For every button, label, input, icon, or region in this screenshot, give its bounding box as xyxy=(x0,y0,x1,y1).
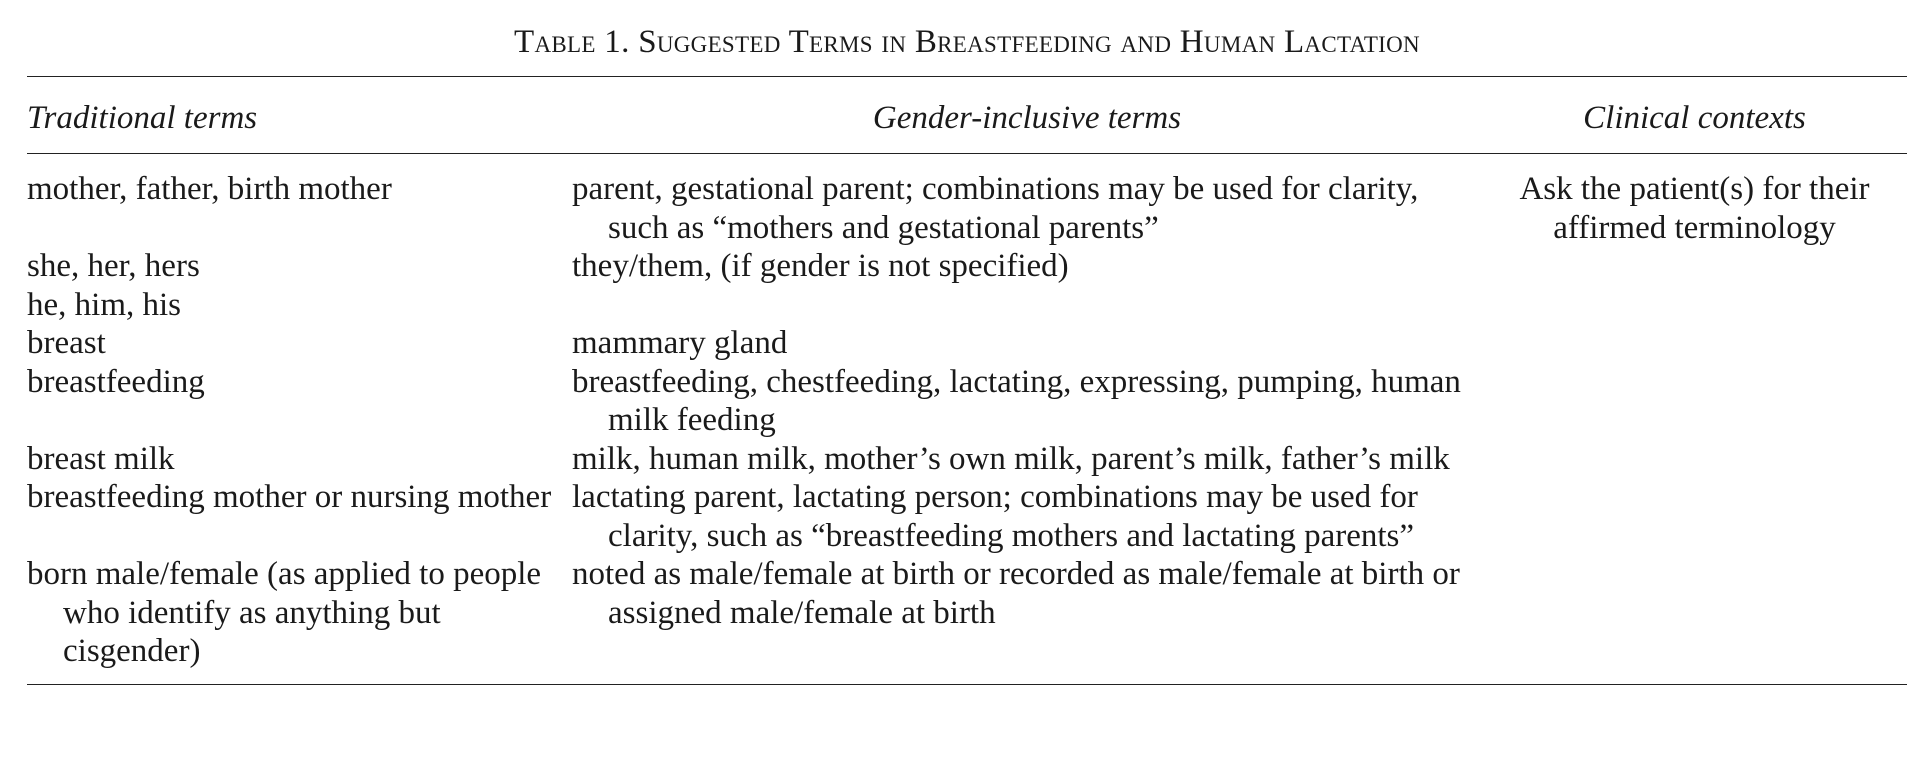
table-container xyxy=(27,0,1907,685)
traditional-term: breast xyxy=(27,325,106,361)
table-row xyxy=(27,154,1907,248)
traditional-term: mother, father, birth mother xyxy=(27,171,392,207)
traditional-term: born male/female (as applied to people who identify as anything but cisgender) xyxy=(27,556,542,669)
traditional-term: breast milk xyxy=(27,440,175,477)
inclusive-term: they/them, (if gender is not specified) xyxy=(572,248,1069,284)
clinical-context: Ask the patient(s) for their affirmed terminology xyxy=(1519,171,1870,246)
bottom-rule xyxy=(27,684,1907,685)
inclusive-term: milk, human milk, mother’s own milk, parent’s milk, father’s milk xyxy=(572,440,1450,477)
header-clinical: Clinical contexts xyxy=(1583,99,1806,136)
header-traditional: Traditional terms xyxy=(27,99,258,136)
inclusive-term: breastfeeding, chestfeeding, lactating, expressing, pumping, human milk feeding xyxy=(572,363,1461,438)
traditional-term: breastfeeding xyxy=(27,363,205,400)
traditional-term: breastfeeding mother or nursing mother xyxy=(27,479,552,515)
header-row xyxy=(27,77,1907,154)
traditional-term: she, her, hers xyxy=(27,248,200,284)
inclusive-term xyxy=(572,286,1482,325)
inclusive-term: parent, gestational parent; combinations may be used for clarity, such as “mothers and gestational parents” xyxy=(572,171,1419,246)
inclusive-term: mammary gland xyxy=(572,325,788,361)
terms-table xyxy=(27,77,1907,684)
traditional-term: he, him, his xyxy=(27,286,181,323)
header-inclusive: Gender-inclusive terms xyxy=(872,99,1182,136)
inclusive-term: lactating parent, lactating person; combinations may be used for clarity, such as “breastfeeding mothers and lactating parents” xyxy=(572,479,1418,554)
inclusive-term: noted as male/female at birth or recorded as male/female at birth or assigned male/female at birth xyxy=(572,556,1460,631)
table-title: Table 1. Suggested Terms in Breastfeeding and Human Lactation xyxy=(514,24,1420,60)
